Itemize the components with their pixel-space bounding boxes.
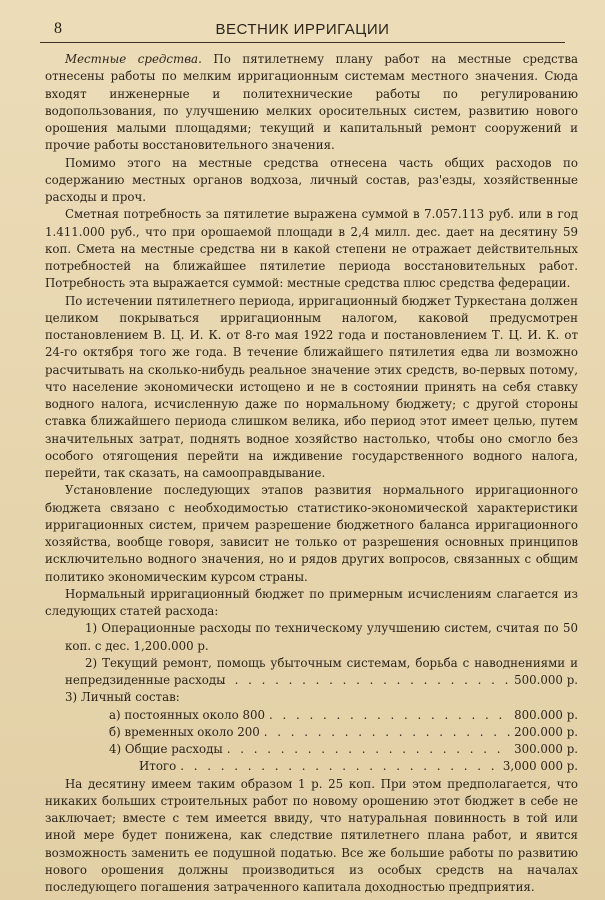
paragraph-lead: Местные средства. — [65, 52, 202, 66]
budget-item-repairs — [45, 655, 578, 690]
budget-amount: 800.000 р. — [514, 707, 578, 722]
page-header — [40, 20, 565, 43]
leader-dots — [180, 758, 499, 775]
paragraph-text: По пятилетнему плану работ на местные средства отнесены работы по мелким ирригационным системам местного значения. Сюда входят инженерные и политехнические работы по регулированию водопользования, по улучшению мелких оросительных систем, развитию нового орошения малыми площадями; текущий и капитальный ремонт сооружений и прочие работы восстановительного значения. — [45, 52, 578, 153]
paragraph-estimate: Сметная потребность за пятилетие выражена суммой в 7.057.113 руб. или в год 1.411.000 руб., что при орошаемой площади в 2,4 милл. дес. дает на десятину 59 коп. Смета на местные средства ни в какой степени не отражает действительных потребностей на ближайшее пятилетие периода восстановительных работ. Потребность эта выражается суммой: местные средства плюс средства федерации. — [45, 207, 578, 291]
budget-total-label: Итого — [139, 759, 177, 774]
budget-amount: 300.000 р. — [514, 742, 578, 756]
paragraph-local-funds — [45, 51, 578, 155]
budget-item-operations: 1) Операционные расходы по техническому улучшению систем, считая по 50 коп. с дес. 1,200.000 р. — [65, 621, 578, 653]
article-body — [45, 51, 578, 896]
leader-dots — [221, 672, 510, 689]
paragraph-normal-budget: Нормальный ирригационный бюджет по примерным исчислениям слагается из следующих статей расхода: — [45, 586, 578, 618]
paragraph-general-expenses: Помимо этого на местные средства отнесена часть общих расходов по содержанию местных органов водхоза, личный состав, раз'езды, хозяйственные расходы и проч. — [45, 155, 578, 204]
budget-item-label: б) временных около 200 — [109, 724, 260, 739]
leader-dots — [269, 707, 510, 724]
paragraph-conclusion: На десятину имеем таким образом 1 р. 25 коп. При этом предполагается, что никаких больших строительных работ по новому орошению этот бюджет в себе не заключает; вместе с тем имеется ввиду, что натуральная повинность в той или иной мере будет понижена, как следствие пятилетнего плана работ, и явится возможность заменить ее подушной податью. Все же большие работы по развитию нового орошения должны производиться из особых средств на началах последующего погашения затраченного капитала доходностью предприятия. — [45, 776, 578, 894]
budget-subitem-permanent — [45, 707, 578, 724]
paragraph-stages: Установление последующих этапов развития нормального ирригационного бюджета связано с необходимостью статистико-экономической характеристики ирригационных систем, причем разрешение бюджетного баланса ирригационного хозяйства, вообще говоря, зависит не только от разрешения основных принципов исключительно водного значения, но и рядов других вопросов, связанных с общим политико экономическим курсом страны. — [45, 483, 578, 584]
budget-amount: 500.000 р. — [514, 673, 578, 687]
budget-item-label: 4) Общие расходы — [109, 742, 223, 756]
budget-item-label: 2) Текущий ремонт, помощь убыточным системам, борьба с наводнениями и непредзиденные расходы — [65, 655, 578, 687]
budget-total — [45, 758, 578, 775]
budget-item-personnel: 3) Личный состав: — [65, 690, 180, 705]
paragraph-budget-period: По истечении пятилетнего периода, ирригационный бюджет Туркестана должен целиком покрываться ирригационным налогом, каковой предусмотрен постановлением В. Ц. И. К. от 8-го мая 1922 года и постановлением Т. Ц. И. К. от 24-го октября того же года. В течение ближайшего пятилетия едва ли возможно расчитывать на сколько-нибудь реальное значение этих средств, во-первых потому, что население экономически истощено и не в состоянии принять на себя ставку водного налога, исчисленную даже по нормальному бюджету; с другой стороны ставка ближайшего периода слишком велика, ибо период этот имеет целью, путем значительных затрат, поднять водное хозяйство настолько, чтобы оно смогло без особого отягощения перейти на иждивение государственного водного налога, перейти, так сказать, на самооправдывание. — [45, 293, 578, 480]
leader-dots — [264, 724, 510, 741]
budget-item-label: а) постоянных около 800 — [109, 707, 265, 722]
page-number: 8 — [54, 20, 62, 37]
journal-title: ВЕСТНИК ИРРИГАЦИИ — [215, 21, 390, 38]
budget-amount: 200.000 р. — [514, 724, 578, 739]
leader-dots — [227, 741, 510, 758]
budget-total-amount: 3,000 000 р. — [502, 759, 578, 774]
budget-subitem-temporary — [45, 724, 578, 741]
budget-item-general — [45, 741, 578, 758]
